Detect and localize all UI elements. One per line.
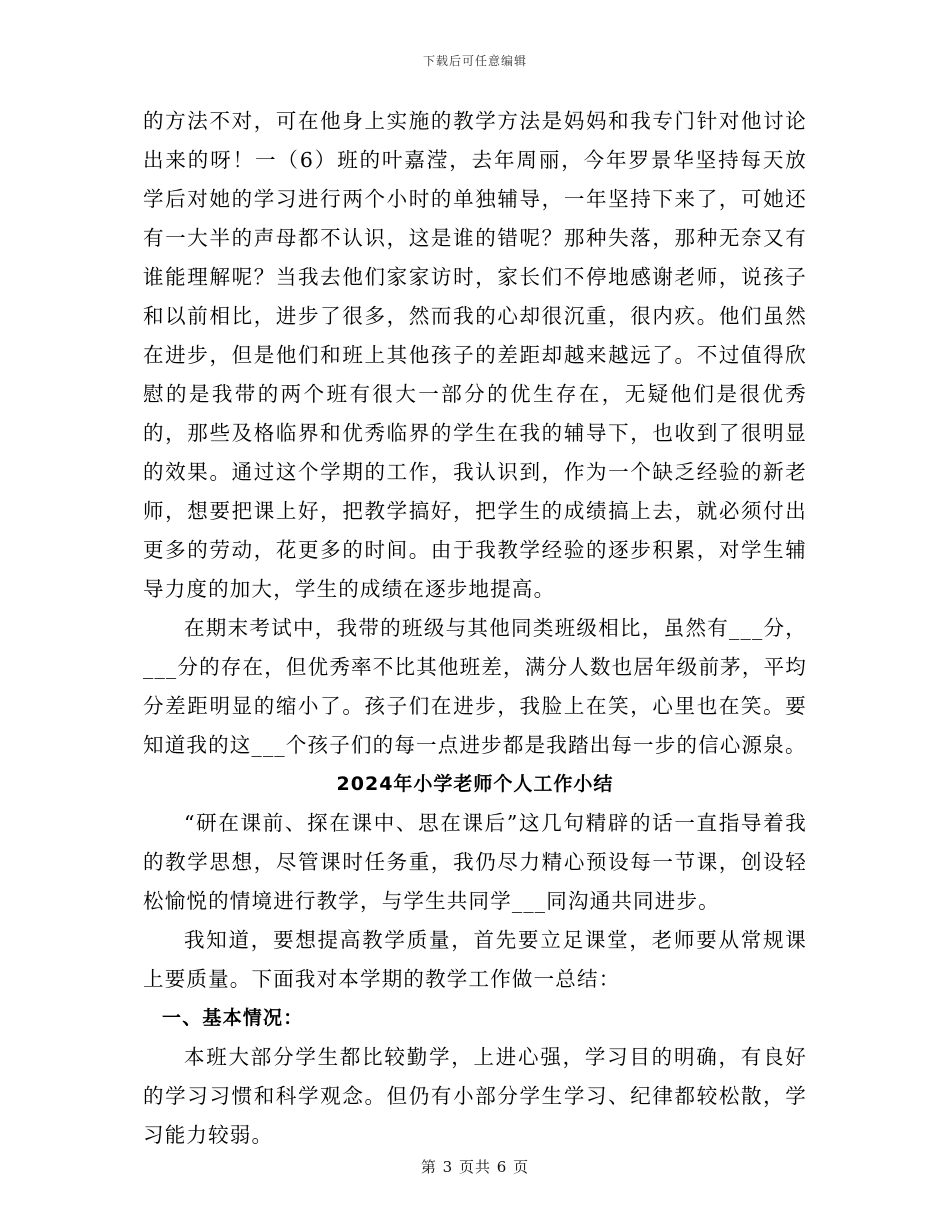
subsection-heading: 一、基本情况：	[162, 1007, 304, 1029]
paragraph-teaching-motto: “研在课前、探在课中、思在课后”这几句精辟的话一直指导着我的教学思想，尽管课时任务重，我仍尽力精心预设每一节课，创设轻松愉悦的情境进行教学，与学生共同学___同沟通共同进步。	[143, 811, 807, 913]
paragraph-continuation: 的方法不对，可在他身上实施的教学方法是妈妈和我专门针对他讨论出来的呀！一（6）班的叶嘉滢，去年周丽，今年罗景华坚持每天放学后对她的学习进行两个小时的单独辅导，一年坚持下来了，可她还有一大半的声母都不认识，这是谁的错呢？那种失落，那种无奈又有谁能理解呢？当我去他们家家访时，家长们不停地感谢老师，说孩子和以前相比，进步了很多，然而我的心却很沉重，很内疚。他们虽然在进步，但是他们和班上其他孩子的差距却越来越远了。不过值得欣慰的是我带的两个班有很大一部分的优生存在，无疑他们是很优秀的，那些及格临界和优秀临界的学生在我的辅导下，也收到了很明显的效果。通过这个学期的工作，我认识到，作为一个缺乏经验的新老师，想要把课上好，把教学搞好，把学生的成绩搞上去，就必须付出更多的劳动，花更多的时间。由于我教学经验的逐步积累，对学生辅导力度的加大，学生的成绩在逐步地提高。	[143, 109, 807, 601]
page-footer: 第 3 页共 6 页	[420, 1158, 530, 1176]
paragraph-intro: 我知道，要想提高教学质量，首先要立足课堂，老师要从常规课上要质量。下面我对本学期的教学工作做一总结：	[143, 928, 807, 991]
page-header: 下载后可任意编辑	[422, 54, 527, 68]
section-title: 2024年小学老师个人工作小结	[336, 773, 614, 795]
document-body	[143, 102, 807, 1155]
paragraph-basic-situation: 本班大部分学生都比较勤学，上进心强，学习目的明确，有良好的学习习惯和科学观念。但仍有小部分学生学习、纪律都较松散，学习能力较弱。	[143, 1045, 807, 1147]
paragraph-exam-results: 在期末考试中，我带的班级与其他同类班级相比，虽然有___分，___分的存在，但优秀率不比其他班差，满分人数也居年级前茅，平均分差距明显的缩小了。孩子们在进步，我脸上在笑，心里也在笑。要知道我的这___个孩子们的每一点进步都是我踏出每一步的信心源泉。	[143, 616, 807, 757]
